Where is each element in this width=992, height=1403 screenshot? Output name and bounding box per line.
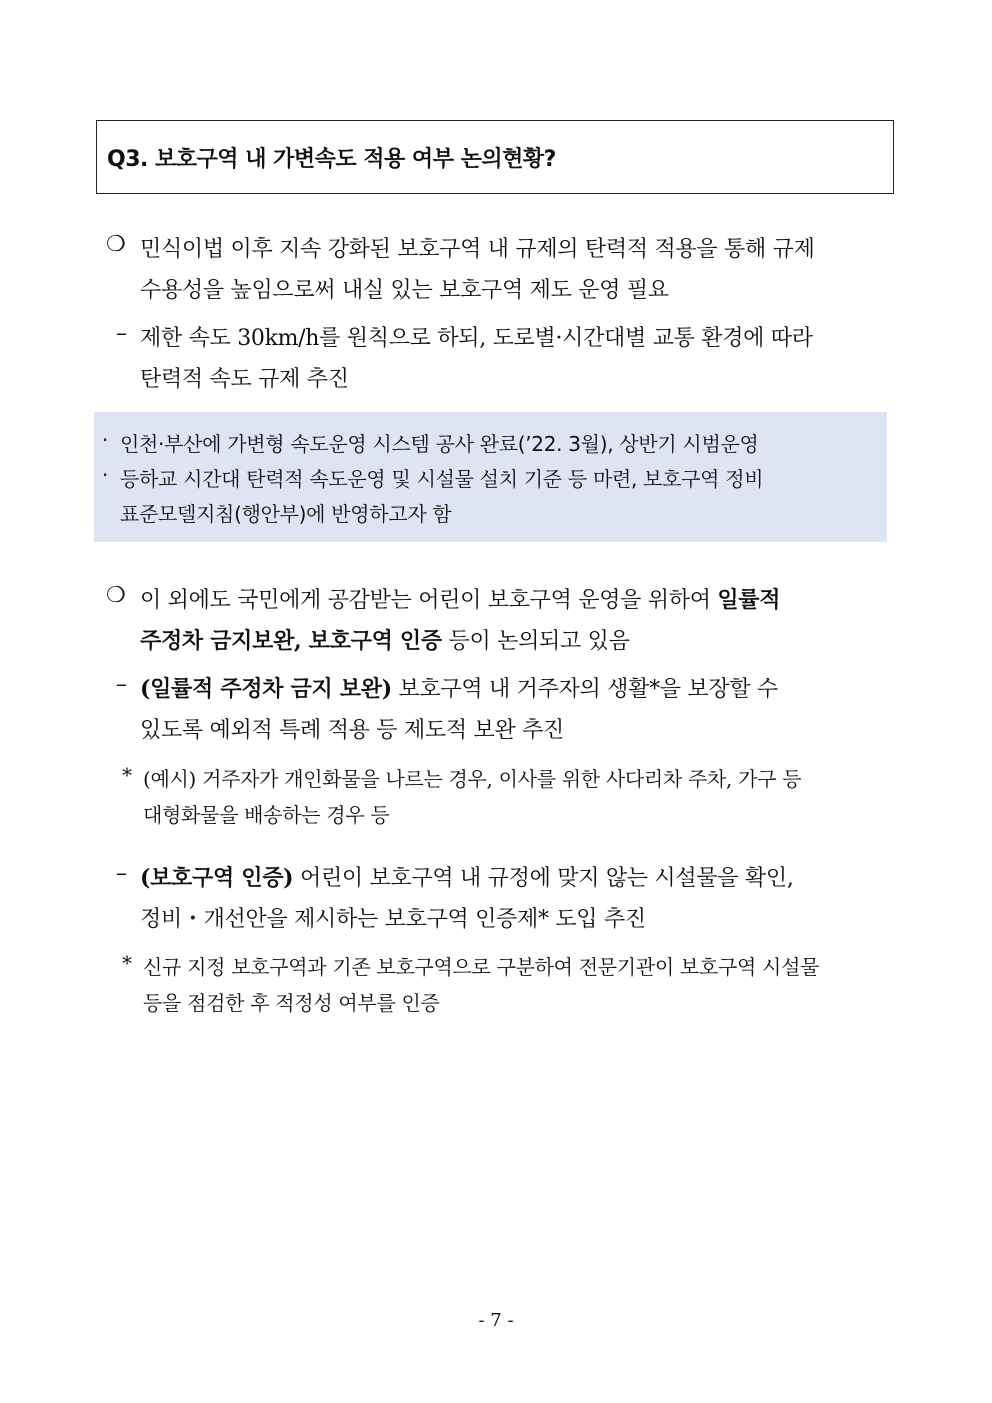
section2-line2: 주정차 금지보완, 보호구역 인증 등이 논의되고 있음 xyxy=(140,628,630,654)
section1-line2: 수용성을 높임으로써 내실 있는 보호구역 제도 운영 필요 xyxy=(140,278,669,303)
section2-line1: 이 외에도 국민에게 공감받는 어린이 보호구역 운영을 위하여 일률적 xyxy=(140,587,781,613)
info-item1: 인천·부산에 가변형 속도운영 시스템 공사 완료(’22. 3월), 상반기 시범운영 xyxy=(120,432,759,456)
section2-sub2-line1: (보호구역 인증) 어린이 보호구역 내 규정에 맞지 않는 시설물을 확인, xyxy=(140,865,794,891)
section2-sub2-line2: 정비・개선안을 제시하는 보호구역 인증제* 도입 추진 xyxy=(140,907,646,932)
note2-line2: 등을 점검한 후 적정성 여부를 인증 xyxy=(143,991,440,1015)
asterisk-icon: * xyxy=(122,763,132,787)
section1-sub-line2: 탄력적 속도 규제 추진 xyxy=(140,367,349,392)
asterisk-icon: * xyxy=(122,951,132,975)
info-item2-line1: 등하교 시간대 탄력적 속도운영 및 시설물 설치 기준 등 마련, 보호구역 정비 xyxy=(120,467,764,491)
section2-sub1-line1: (일률적 주정차 금지 보완) 보호구역 내 거주자의 생활*을 보장할 수 xyxy=(140,676,778,702)
note1-line2: 대형화물을 배송하는 경우 등 xyxy=(143,803,390,827)
dash-bullet-icon: – xyxy=(116,672,127,697)
circle-bullet-icon: ❍ xyxy=(106,583,126,608)
page-number: - 7 - xyxy=(478,1310,514,1331)
section2-sub1-line2: 있도록 예외적 특례 적용 등 제도적 보완 추진 xyxy=(140,718,564,743)
dot-bullet-icon: · xyxy=(102,463,109,487)
circle-bullet-icon: ❍ xyxy=(106,232,126,257)
section1-sub-line1: 제한 속도 30km/h를 원칙으로 하되, 도로별·시간대별 교통 환경에 따라 xyxy=(140,326,813,351)
dash-bullet-icon: – xyxy=(116,321,127,346)
question-title: Q3. 보호구역 내 가변속도 적용 여부 논의현황? xyxy=(96,120,894,194)
section1-line1: 민식이법 이후 지속 강화된 보호구역 내 규제의 탄력적 적용을 통해 규제 xyxy=(140,237,815,262)
note1-line1: (예시) 거주자가 개인화물을 나르는 경우, 이사를 위한 사다리차 주차, 가구 등 xyxy=(143,767,802,791)
dash-bullet-icon: – xyxy=(116,861,127,886)
dot-bullet-icon: · xyxy=(102,428,109,452)
note2-line1: 신규 지정 보호구역과 기존 보호구역으로 구분하여 전문기관이 보호구역 시설물 xyxy=(143,955,820,979)
info-item2-line2: 표준모델지침(행안부)에 반영하고자 함 xyxy=(120,502,452,526)
